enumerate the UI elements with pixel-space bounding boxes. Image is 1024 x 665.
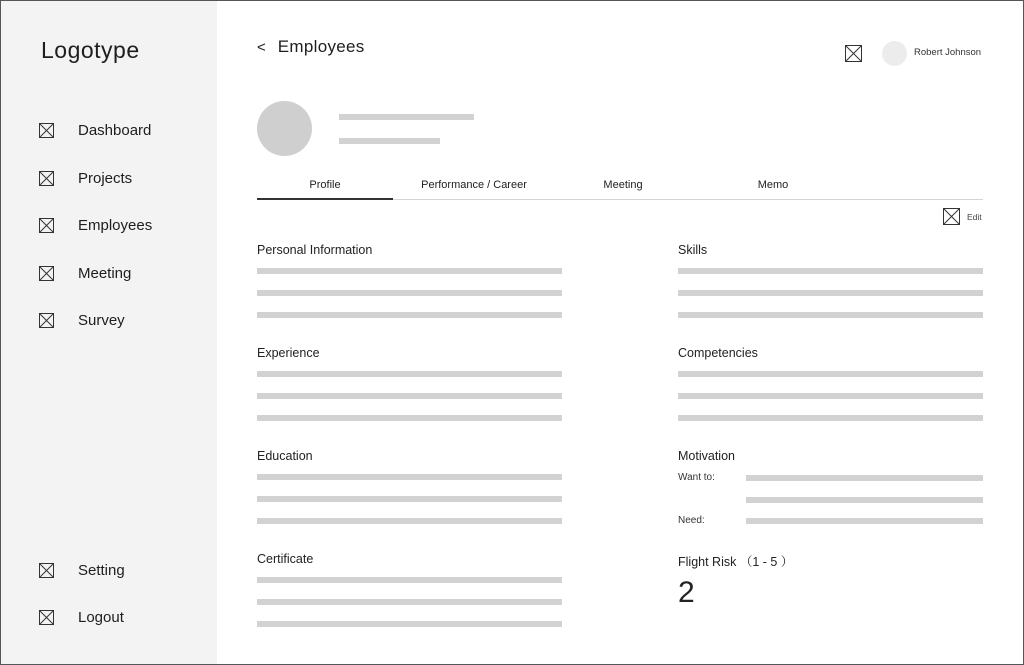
placeholder-icon — [39, 171, 54, 186]
need-label: Need: — [678, 515, 705, 526]
section-title-experience: Experience — [257, 346, 320, 360]
tab-performance-career[interactable]: Performance / Career — [421, 179, 527, 191]
placeholder-icon — [39, 313, 54, 328]
section-title-competencies: Competencies — [678, 346, 758, 360]
chevron-left-icon: < — [257, 38, 266, 56]
text-placeholder-line — [257, 577, 562, 583]
employee-role-placeholder — [339, 138, 440, 144]
section-title-personal-information: Personal Information — [257, 243, 373, 257]
section-title-education: Education — [257, 449, 313, 463]
text-placeholder-line — [257, 599, 562, 605]
text-placeholder-line — [678, 312, 983, 318]
section-title-flight-risk: Flight Risk （1 - 5 ） — [678, 555, 794, 569]
text-placeholder-line — [257, 415, 562, 421]
text-placeholder-line — [678, 268, 983, 274]
text-placeholder-line — [257, 496, 562, 502]
sidebar-item-logout[interactable] — [39, 606, 124, 628]
tab-profile[interactable]: Profile — [257, 173, 393, 200]
back-to-employees-button[interactable] — [257, 37, 365, 57]
text-placeholder-line — [257, 371, 562, 377]
main-content — [217, 1, 1023, 664]
text-placeholder-line — [257, 518, 562, 524]
text-placeholder-line — [257, 393, 562, 399]
sidebar-item-survey[interactable] — [39, 309, 125, 331]
sidebar-item-label: Survey — [78, 311, 125, 329]
placeholder-icon — [39, 218, 54, 233]
text-placeholder-line — [678, 371, 983, 377]
placeholder-icon — [39, 266, 54, 281]
sidebar-item-label: Dashboard — [78, 121, 152, 139]
tab-meeting[interactable]: Meeting — [603, 179, 643, 191]
section-title-motivation: Motivation — [678, 449, 735, 463]
tab-bar — [257, 173, 983, 200]
sidebar-item-label: Employees — [78, 216, 153, 234]
page-title: Employees — [277, 37, 365, 56]
employee-name-placeholder — [339, 114, 474, 120]
employee-avatar — [257, 101, 312, 156]
section-title-skills: Skills — [678, 243, 708, 257]
edit-label: Edit — [967, 211, 982, 222]
text-placeholder-line — [678, 290, 983, 296]
sidebar-item-label: Logout — [78, 608, 124, 626]
section-title-certificate: Certificate — [257, 552, 314, 566]
sidebar-item-dashboard[interactable] — [39, 119, 151, 141]
text-placeholder-line — [257, 621, 562, 627]
text-placeholder-line — [746, 475, 983, 481]
tab-memo[interactable]: Memo — [757, 179, 789, 191]
text-placeholder-line — [257, 312, 562, 318]
edit-icon — [943, 208, 960, 225]
flight-risk-value: 2 — [678, 576, 695, 609]
sidebar-item-label: Setting — [78, 561, 125, 579]
sidebar-item-setting[interactable] — [39, 559, 125, 581]
sidebar-item-projects[interactable] — [39, 167, 132, 189]
text-placeholder-line — [746, 518, 983, 524]
sidebar-item-label: Meeting — [78, 264, 132, 282]
user-name[interactable]: Robert Johnson — [914, 47, 982, 58]
sidebar-item-employees[interactable] — [39, 214, 152, 236]
sidebar — [1, 1, 217, 664]
text-placeholder-line — [257, 268, 562, 274]
text-placeholder-line — [257, 290, 562, 296]
sidebar-item-label: Projects — [78, 169, 133, 187]
user-avatar[interactable] — [882, 41, 907, 66]
text-placeholder-line — [746, 497, 983, 503]
text-placeholder-line — [678, 393, 983, 399]
placeholder-icon — [39, 610, 54, 625]
logo: Logotype — [41, 37, 140, 63]
placeholder-icon[interactable] — [845, 45, 862, 62]
text-placeholder-line — [678, 415, 983, 421]
sidebar-item-meeting[interactable] — [39, 262, 131, 284]
placeholder-icon — [39, 123, 54, 138]
placeholder-icon — [39, 563, 54, 578]
text-placeholder-line — [257, 474, 562, 480]
edit-button[interactable] — [943, 208, 982, 225]
want-to-label: Want to: — [678, 472, 715, 483]
